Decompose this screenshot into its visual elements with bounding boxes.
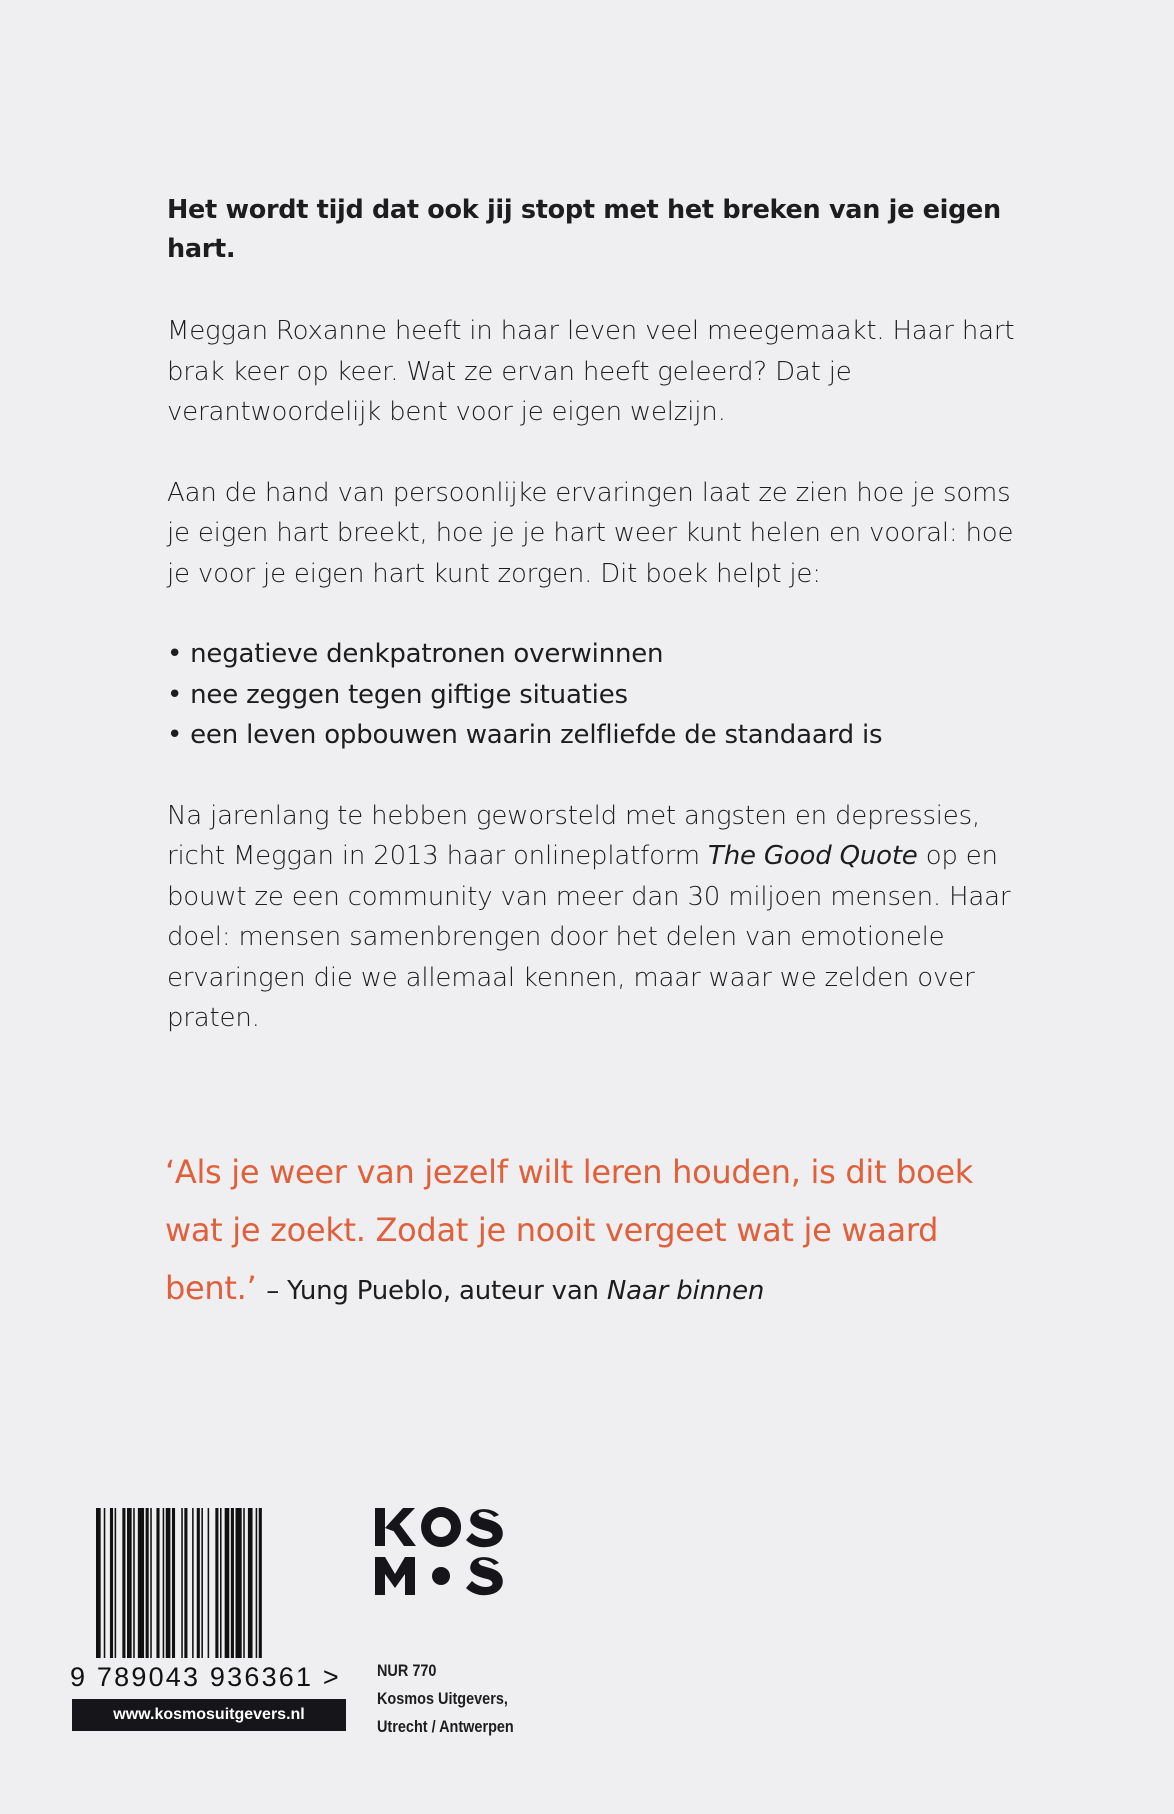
back-cover-text <box>167 191 1027 1079</box>
quote-attribution: – Yung Pueblo, auteur van Naar binnen <box>266 1276 765 1306</box>
benefits-list <box>167 634 1027 756</box>
quote-book-title: Naar binnen <box>606 1276 765 1306</box>
publisher-imprint <box>377 1657 514 1741</box>
publisher-location: Utrecht / Antwerpen <box>377 1717 514 1736</box>
endorsement-quote <box>165 1143 1035 1320</box>
kosmos-logo <box>375 1506 505 1598</box>
barcode <box>96 1508 322 1658</box>
description-paragraph: Aan de hand van persoonlijke ervaringen laat ze zien hoe je soms je eigen hart breekt, hoe je je hart weer kunt helen en vooral: hoe je voor je eigen hart kunt zorgen. Dit boek helpt je: <box>167 477 1014 589</box>
platform-title: The Good Quote <box>708 841 918 871</box>
bullet-icon: • <box>167 720 183 750</box>
lead-sentence: Het wordt tijd dat ook jij stopt met het breken van je eigen hart. <box>167 195 1001 264</box>
list-item: • negatieve denkpatronen overwinnen <box>167 634 1027 675</box>
bullet-icon: • <box>167 639 183 669</box>
list-item: • nee zeggen tegen giftige situaties <box>167 675 1027 716</box>
publisher-website: www.kosmosuitgevers.nl <box>72 1699 346 1731</box>
isbn-number: 9 789043 936361 > <box>70 1662 341 1692</box>
intro-paragraph: Meggan Roxanne heeft in haar leven veel meegemaakt. Haar hart brak keer op keer. Wat ze ervan heeft geleerd? Dat je verantwoordelijk bent voor je eigen welzijn. <box>167 316 1015 427</box>
quote-text: ‘Als je weer van jezelf wilt leren houden, is dit boek wat je zoekt. Zodat je nooit vergeet wat je waard bent.’ <box>165 1153 973 1307</box>
publisher-name: Kosmos Uitgevers, <box>377 1689 508 1708</box>
list-item: • een leven opbouwen waarin zelfliefde de standaard is <box>167 715 1027 756</box>
bullet-icon: • <box>167 679 183 710</box>
author-paragraph: Na jarenlang te hebben geworsteld met angsten en depressies, richt Meggan in 2013 haar onlineplatform The Good Quote op en bouwt ze een community van meer dan 30 miljoen mensen. Haar doel: mensen samenbrengen door het delen van emotionele ervaringen die we allemaal kennen, maar waar we zelden over praten. <box>167 800 1011 1033</box>
nur-code: NUR 770 <box>377 1661 437 1680</box>
